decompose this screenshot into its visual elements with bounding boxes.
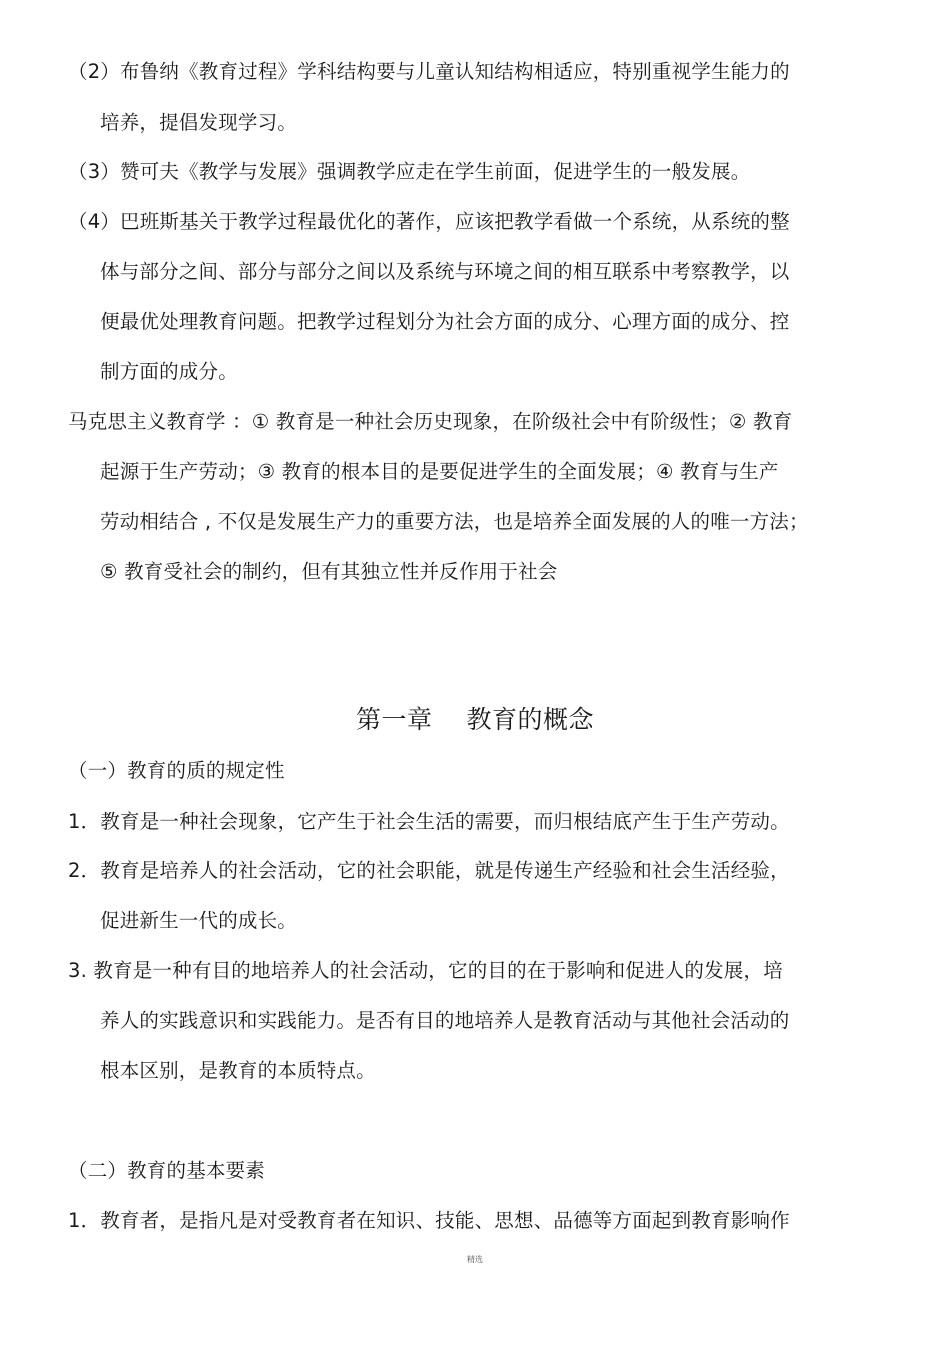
- section1-item2-line-2: 促进新生一代的成长。: [100, 909, 298, 932]
- paragraph-marxism-line-3: 劳动相结合 , 不仅是发展生产力的重要方法，也是培养全面发展的人的唯一方法；: [100, 510, 809, 533]
- paragraph-marxism-line-4: ⑤ 教育受社会的制约，但有其独立性并反作用于社会: [100, 560, 558, 583]
- section1-item1-line-1: 1．教育是一种社会现象，它产生于社会生活的需要，而归根结底产生于生产劳动。: [68, 810, 790, 833]
- paragraph-babansky-line-4: 制方面的成分。: [100, 360, 238, 383]
- section1-item3-line-2: 养人的实践意识和实践能力。是否有目的地培养人是教育活动与其他社会活动的: [100, 1009, 790, 1032]
- chapter-number: 第一章: [355, 705, 433, 734]
- paragraph-babansky-line-1: （4）巴班斯基关于教学过程最优化的著作，应该把教学看做一个系统，从系统的整: [68, 210, 790, 233]
- section-heading-quality: （一）教育的质的规定性: [68, 759, 285, 782]
- section-heading-elements: （二）教育的基本要素: [68, 1159, 266, 1182]
- section2-item1-line-1: 1．教育者，是指凡是对受教育者在知识、技能、思想、品德等方面起到教育影响作: [68, 1209, 790, 1232]
- paragraph-babansky-line-2: 体与部分之间、部分与部分之间以及系统与环境之间的相互联系中考察教学，以: [100, 260, 790, 283]
- section1-item2-line-1: 2．教育是培养人的社会活动，它的社会职能，就是传递生产经验和社会生活经验，: [68, 859, 790, 882]
- section1-item3-line-1: 3. 教育是一种有目的地培养人的社会活动，它的目的在于影响和促进人的发展，培: [68, 959, 783, 982]
- paragraph-bruner-line-2: 培养，提倡发现学习。: [100, 111, 298, 134]
- paragraph-bruner-line-1: （2）布鲁纳《教育过程》学科结构要与儿童认知结构相适应，特别重视学生能力的: [68, 60, 790, 83]
- paragraph-marxism-line-2: 起源于生产劳动；③ 教育的根本目的是要促进学生的全面发展；④ 教育与生产: [100, 460, 779, 483]
- paragraph-babansky-line-3: 便最优处理教育问题。把教学过程划分为社会方面的成分、心理方面的成分、控: [100, 310, 790, 333]
- footer-label: 精选: [467, 1255, 483, 1264]
- chapter-title: 教育的概念: [466, 705, 595, 734]
- paragraph-zankov-line-1: （3）赞可夫《教学与发展》强调教学应走在学生前面，促进学生的一般发展。: [68, 160, 751, 183]
- chapter-heading: [0, 704, 950, 736]
- section1-item3-line-3: 根本区别，是教育的本质特点。: [100, 1059, 376, 1082]
- paragraph-marxism-line-1: 马克思主义教育学 ：① 教育是一种社会历史现象，在阶级社会中有阶级性；② 教育: [68, 410, 793, 433]
